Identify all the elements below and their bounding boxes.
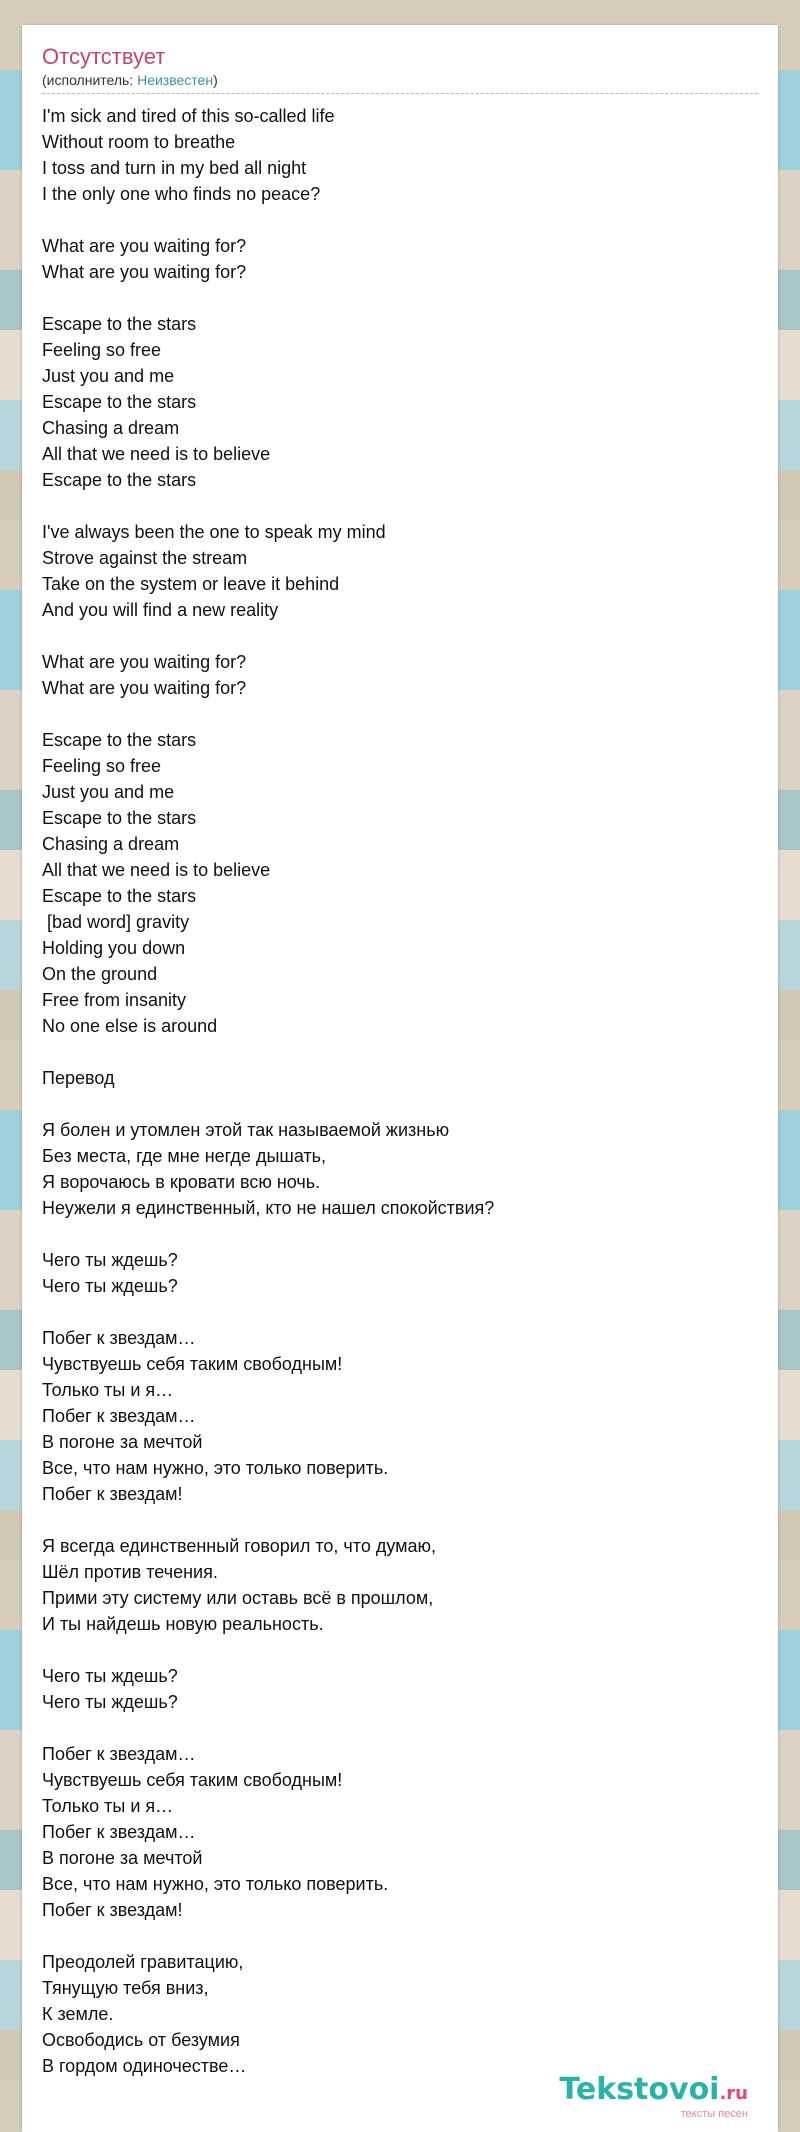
artist-line: [42, 71, 758, 94]
lyric-line: В погоне за мечтой: [42, 1848, 203, 1868]
lyric-line: [42, 1221, 758, 1247]
lyric-line: Побег к звездам…: [42, 1744, 196, 1764]
lyric-line: [42, 207, 758, 233]
lyrics-text: [42, 103, 758, 2079]
lyric-line: В погоне за мечтой: [42, 1432, 203, 1452]
artist-suffix: ): [213, 72, 218, 88]
lyric-line: Escape to the stars: [42, 808, 197, 828]
lyric-line: [42, 701, 758, 727]
lyric-line: [42, 1507, 758, 1533]
lyric-line: Чего ты ждешь?: [42, 1276, 178, 1296]
lyric-line: Chasing a dream: [42, 418, 180, 438]
lyric-line: Тянущую тебя вниз,: [42, 1978, 209, 1998]
lyric-line: On the ground: [42, 964, 158, 984]
lyric-line: Чего ты ждешь?: [42, 1250, 178, 1270]
lyric-line: Escape to the stars: [42, 886, 197, 906]
song-title: Отсутствует: [42, 44, 166, 69]
lyric-line: Я ворочаюсь в кровати всю ночь.: [42, 1172, 321, 1192]
site-logo[interactable]: [559, 2074, 748, 2120]
logo-main-text: Tekstovoi: [559, 2072, 720, 2107]
lyric-line: Feeling so free: [42, 340, 162, 360]
lyric-line: And you will find a new reality: [42, 600, 279, 620]
lyric-line: [42, 1039, 758, 1065]
lyric-line: [42, 285, 758, 311]
lyric-line: What are you waiting for?: [42, 262, 247, 282]
lyric-line: [42, 1715, 758, 1741]
lyric-line: Шёл против течения.: [42, 1562, 218, 1582]
artist-prefix: (исполнитель:: [42, 72, 138, 88]
song-header: [42, 43, 758, 94]
lyric-line: В гордом одиночестве…: [42, 2056, 247, 2076]
lyric-line: Все, что нам нужно, это только поверить.: [42, 1458, 389, 1478]
lyric-line: No one else is around: [42, 1016, 218, 1036]
lyric-line: Escape to the stars: [42, 314, 197, 334]
lyric-line: What are you waiting for?: [42, 678, 247, 698]
lyric-line: I've always been the one to speak my mind: [42, 522, 386, 542]
lyric-line: Побег к звездам…: [42, 1822, 196, 1842]
lyric-line: Just you and me: [42, 782, 175, 802]
lyric-line: Чувствуешь себя таким свободным!: [42, 1354, 343, 1374]
lyric-line: All that we need is to believe: [42, 860, 271, 880]
lyric-line: [42, 1091, 758, 1117]
lyric-line: Escape to the stars: [42, 470, 197, 490]
lyric-line: Free from insanity: [42, 990, 187, 1010]
lyric-line: Just you and me: [42, 366, 175, 386]
lyric-line: Все, что нам нужно, это только поверить.: [42, 1874, 389, 1894]
lyric-line: What are you waiting for?: [42, 236, 247, 256]
lyric-line: К земле.: [42, 2004, 114, 2024]
lyric-line: Чувствуешь себя таким свободным!: [42, 1770, 343, 1790]
lyric-line: Feeling so free: [42, 756, 162, 776]
lyric-line: Побег к звездам!: [42, 1484, 183, 1504]
lyric-line: Чего ты ждешь?: [42, 1666, 178, 1686]
lyric-line: Escape to the stars: [42, 730, 197, 750]
lyric-line: Without room to breathe: [42, 132, 236, 152]
logo-tagline: тексты песен: [680, 2108, 748, 2120]
lyric-line: Освободись от безумия: [42, 2030, 240, 2050]
lyric-line: Chasing a dream: [42, 834, 180, 854]
lyric-line: Take on the system or leave it behind: [42, 574, 340, 594]
lyric-line: [42, 1923, 758, 1949]
lyric-line: [42, 493, 758, 519]
logo-wordmark: [559, 2074, 748, 2110]
lyric-line: All that we need is to believe: [42, 444, 271, 464]
lyric-line: Прими эту систему или оставь всё в прошлом,: [42, 1588, 434, 1608]
lyric-line: Я всегда единственный говорил то, что думаю,: [42, 1536, 437, 1556]
lyric-line: Побег к звездам!: [42, 1900, 183, 1920]
lyric-line: I the only one who finds no peace?: [42, 184, 321, 204]
lyric-line: Перевод: [42, 1068, 115, 1088]
lyric-line: I'm sick and tired of this so-called life: [42, 106, 335, 126]
lyric-line: What are you waiting for?: [42, 652, 247, 672]
lyric-line: Я болен и утомлен этой так называемой жизнью: [42, 1120, 450, 1140]
lyric-line: Побег к звездам…: [42, 1406, 196, 1426]
lyric-line: Чего ты ждешь?: [42, 1692, 178, 1712]
lyric-line: Только ты и я…: [42, 1380, 174, 1400]
lyric-line: Только ты и я…: [42, 1796, 174, 1816]
lyric-line: Неужели я единственный, кто не нашел спокойствия?: [42, 1198, 495, 1218]
lyric-line: Holding you down: [42, 938, 186, 958]
lyric-line: [42, 1299, 758, 1325]
lyric-line: Escape to the stars: [42, 392, 197, 412]
lyric-line: [bad word] gravity: [42, 912, 190, 932]
artist-link[interactable]: Неизвестен: [137, 72, 214, 88]
lyric-line: [42, 1637, 758, 1663]
lyric-line: Преодолей гравитацию,: [42, 1952, 244, 1972]
lyric-line: Без места, где мне негде дышать,: [42, 1146, 327, 1166]
lyrics-card: [22, 25, 778, 2132]
lyric-line: Strove against the stream: [42, 548, 248, 568]
logo-suffix: .ru: [719, 2083, 748, 2104]
lyric-line: Побег к звездам…: [42, 1328, 196, 1348]
lyric-line: [42, 623, 758, 649]
lyric-line: I toss and turn in my bed all night: [42, 158, 307, 178]
lyric-line: И ты найдешь новую реальность.: [42, 1614, 324, 1634]
